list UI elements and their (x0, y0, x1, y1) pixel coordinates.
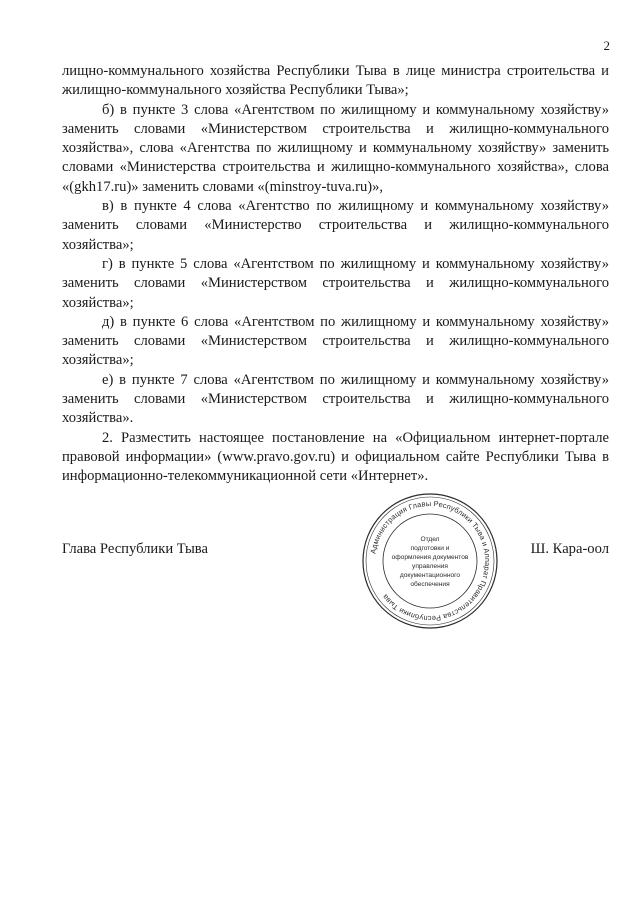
signatory-name: Ш. Кара-оол (530, 541, 609, 557)
seal-center-text (392, 536, 469, 588)
paragraph-item-g: г) в пункте 5 слова «Агентством по жилищному и коммунальному хозяйству» заменить словами «Министерством строительства и жилищно-коммунального хозяйства»; (62, 255, 609, 311)
paragraph-item-b: б) в пункте 3 слова «Агентством по жилищному и коммунальному хозяйству» заменить словами «Министерством строительства и жилищно-коммунального хозяйства», слова «Агентства по жилищному и коммунальному хозяйству» заменить словами «Министерства строительства и жилищно-коммунального хозяйства», слова «(gkh17.ru)» заменить словами «(minstroy-tuva.ru)», (62, 101, 609, 195)
paragraph-item-v: в) в пункте 4 слова «Агентство по жилищному и коммунальному хозяйству» заменить словами «Министерство строительства и жилищно-коммунального хозяйства»; (62, 198, 609, 253)
official-seal (360, 491, 500, 631)
paragraph-continuation: лищно-коммунального хозяйства Республики Тыва в лице министра строительства и жилищно-коммунального хозяйства Республики Тыва»; (62, 63, 609, 99)
paragraph-item-e: е) в пункте 7 слова «Агентством по жилищному и коммунальному хозяйству» заменить словами «Министерством строительства и жилищно-коммунального хозяйства». (62, 371, 609, 427)
paragraph-clause-2: 2. Разместить настоящее постановление на «Официальном интернет-портале правовой информации» (www.pravo.gov.ru) и официальном сайте Республики Тыва в информационно-телекоммуникационной сети «Интернет». (62, 429, 609, 485)
paragraph-item-d: д) в пункте 6 слова «Агентством по жилищному и коммунальному хозяйству» заменить словами «Министерством строительства и жилищно-коммунального хозяйства»; (62, 313, 609, 369)
seal-line: управления (412, 563, 448, 570)
document-body (62, 62, 609, 487)
seal-line: Отдел (420, 536, 440, 543)
seal-line: обеспечения (410, 581, 450, 588)
seal-line: оформления документов (391, 554, 469, 561)
seal-line: подготовки и (410, 545, 450, 552)
signatory-position: Глава Республики Тыва (62, 541, 208, 557)
seal-line: документационного (399, 572, 461, 579)
page-number: 2 (603, 38, 610, 53)
seal-ring-text: Администрация Главы Республики Тыва и Аппарат Правительства Республики Тыва (368, 498, 493, 624)
